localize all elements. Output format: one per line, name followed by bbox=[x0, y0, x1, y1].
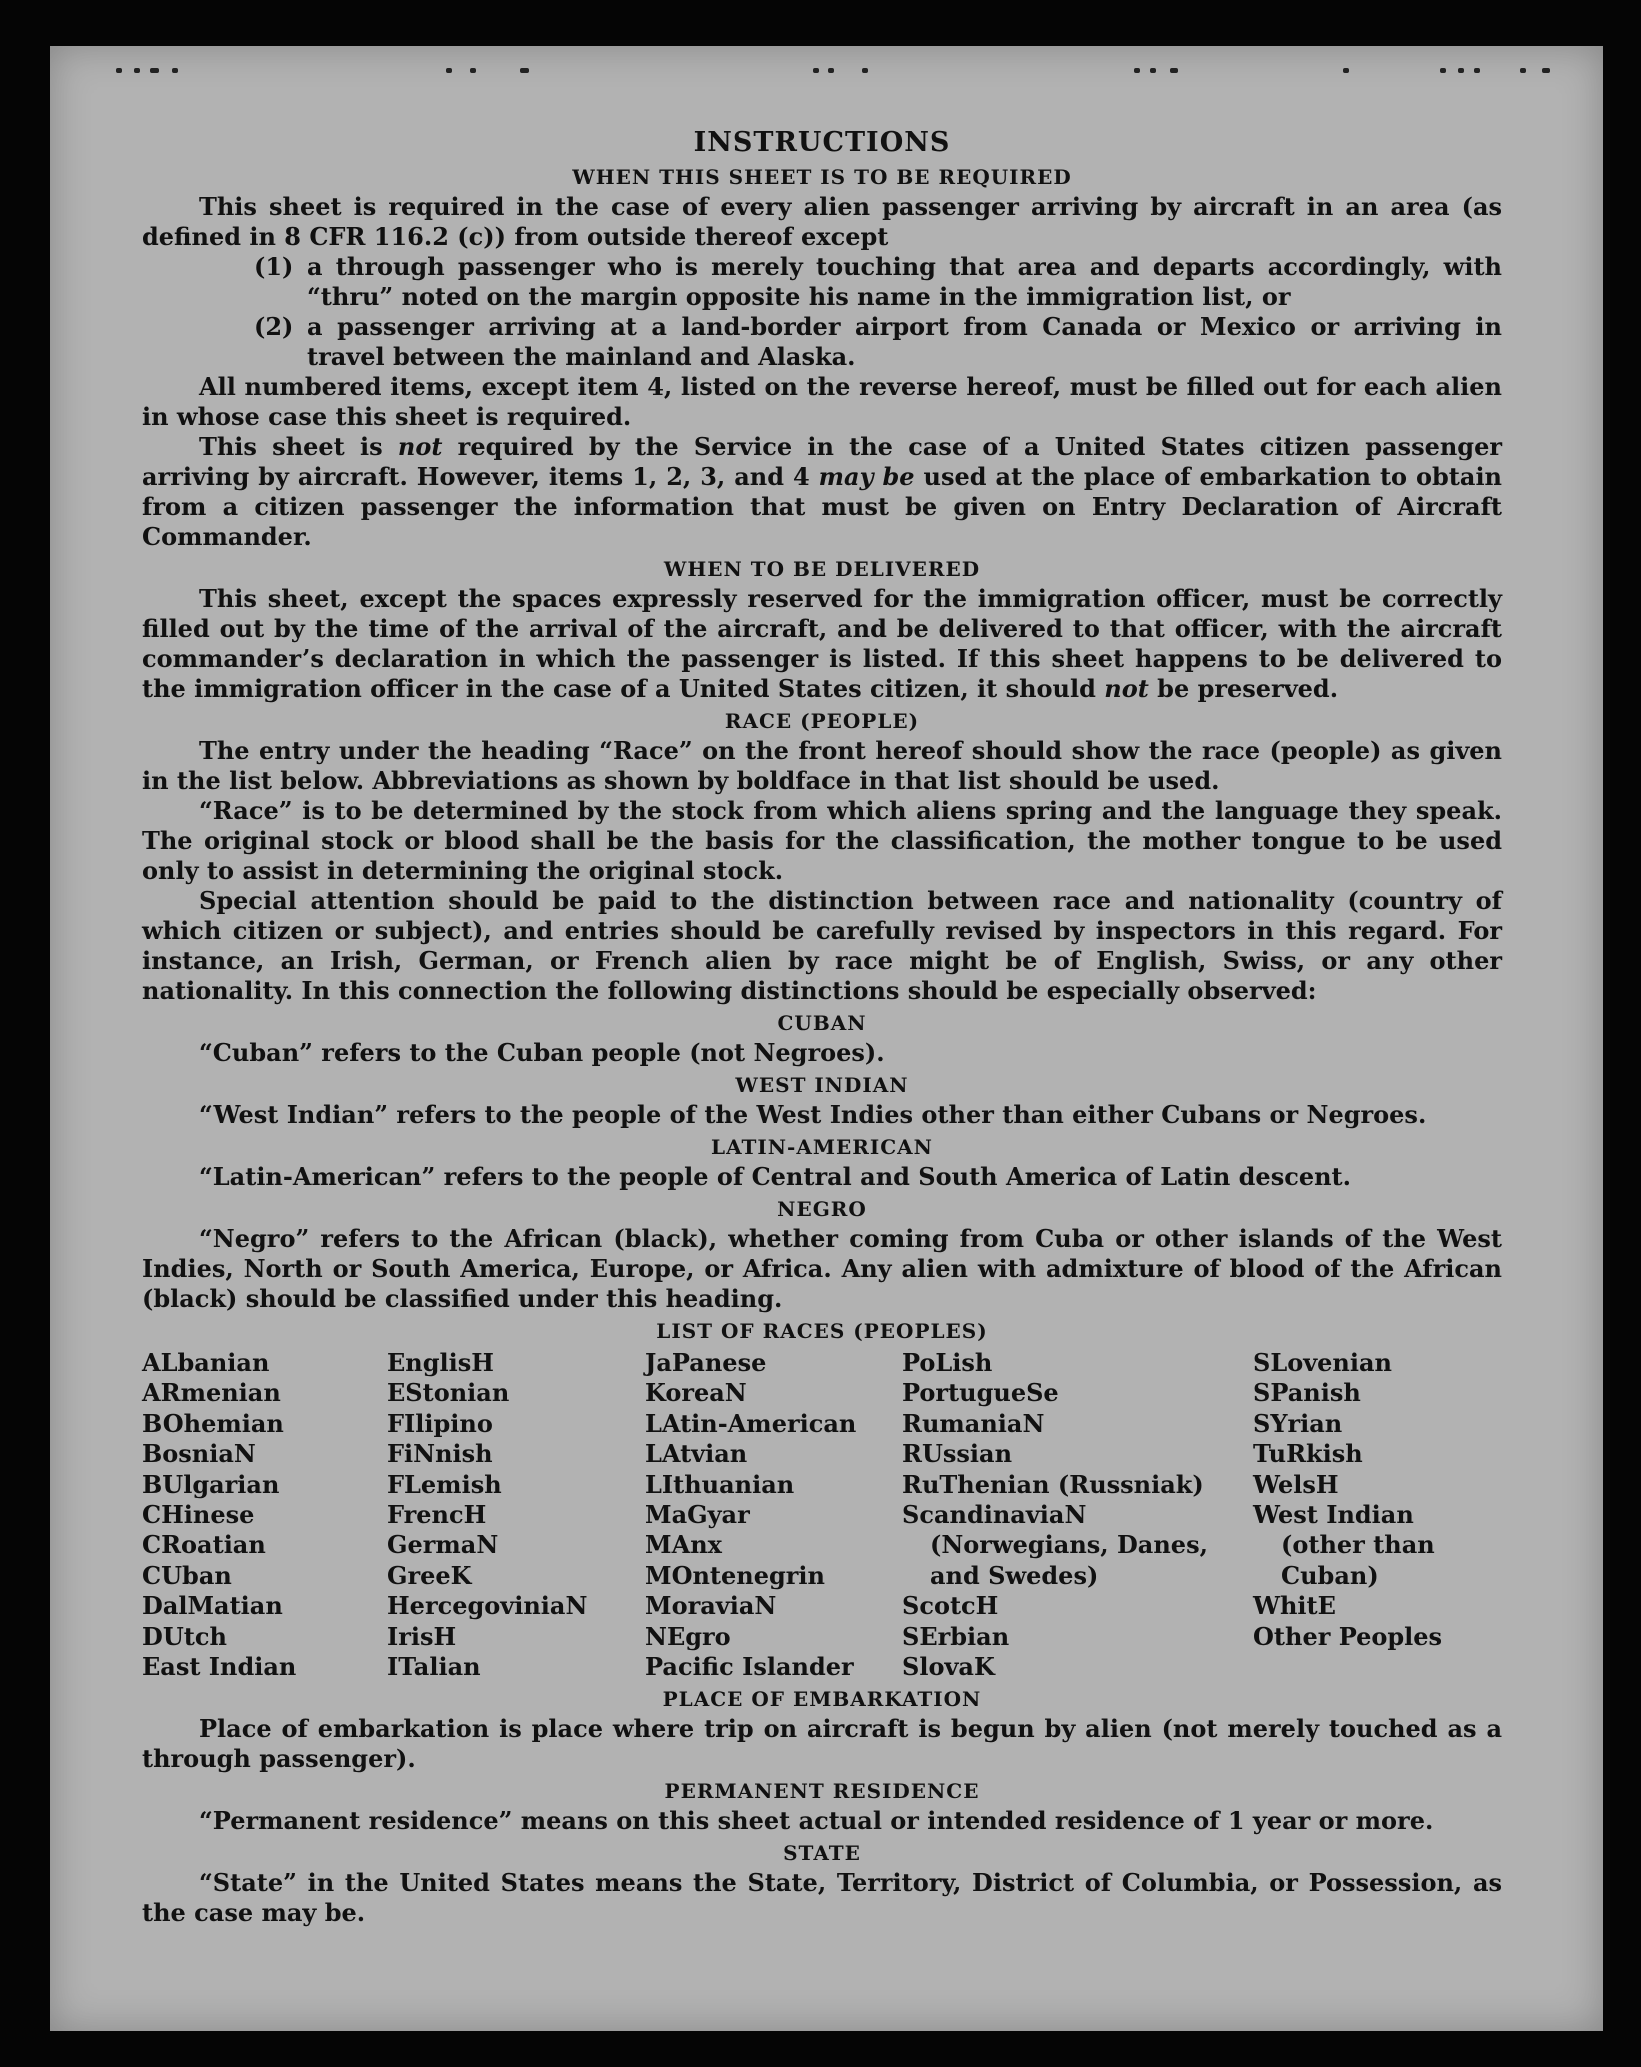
latin-american-paragraph: “Latin-American” refers to the people of Central and South America of Latin descent. bbox=[199, 1162, 1351, 1191]
race-entry: BUlgarian bbox=[142, 1469, 280, 1499]
heading-latin-american: LATIN-AMERICAN bbox=[711, 1135, 933, 1159]
race-entry: West Indian (other than Cuban) bbox=[1253, 1500, 1435, 1590]
race-entry: ScotcH bbox=[902, 1591, 999, 1621]
heading-state: STATE bbox=[783, 1841, 861, 1866]
race-paragraph-1: The entry under the heading “Race” on the front hereof should show the race (people) as given in the list below. Abbreviations as shown by boldface in that list should be used. bbox=[142, 736, 1502, 795]
races-column-3 bbox=[645, 1348, 902, 1682]
race-entry: CRoatian bbox=[142, 1530, 266, 1560]
race-entry: NEgro bbox=[645, 1621, 731, 1651]
race-entry: East Indian bbox=[142, 1652, 297, 1682]
page-title: INSTRUCTIONS bbox=[693, 127, 951, 158]
item-number: (2) bbox=[254, 312, 294, 341]
heading-when-required: WHEN THIS SHEET IS TO BE REQUIRED bbox=[572, 165, 1072, 189]
race-entry: EnglisH bbox=[387, 1348, 494, 1377]
race-entry: RumaniaN bbox=[902, 1408, 1045, 1438]
race-entry: DUtch bbox=[142, 1621, 227, 1651]
races-list bbox=[142, 1348, 1502, 1682]
race-entry: WelsH bbox=[1253, 1469, 1339, 1499]
race-entry: ITalian bbox=[387, 1652, 481, 1682]
numbered-items-paragraph: All numbered items, except item 4, listed on the reverse hereof, must be filled out for each alien in whose case this sheet is required. bbox=[142, 372, 1502, 431]
race-entry: SLovenian bbox=[1253, 1348, 1392, 1377]
race-entry: BosniaN bbox=[142, 1439, 256, 1469]
item-number: (1) bbox=[254, 252, 294, 281]
races-column-5 bbox=[1253, 1348, 1502, 1682]
delivered-paragraph bbox=[142, 584, 1502, 704]
races-column-4 bbox=[902, 1348, 1253, 1682]
punch-marks bbox=[50, 56, 1603, 86]
citizen-paragraph bbox=[142, 432, 1502, 552]
race-entry: SErbian bbox=[902, 1621, 1010, 1651]
embarkation-paragraph: Place of embarkation is place where trip on aircraft is begun by alien (not merely touched as a through passenger). bbox=[142, 1714, 1502, 1774]
race-entry: Pacific Islander bbox=[645, 1652, 854, 1682]
heading-when-delivered: WHEN TO BE DELIVERED bbox=[663, 557, 981, 581]
race-entry: IrisH bbox=[387, 1621, 457, 1651]
text-run: required by the Service in the case of a United States citizen passenger arriving by aircraft. However, items 1, 2, 3, and 4 bbox=[142, 432, 1502, 491]
race-entry: PoLish bbox=[902, 1348, 993, 1377]
race-entry: PortugueSe bbox=[902, 1378, 1059, 1408]
race-paragraph-2: “Race” is to be determined by the stock from which aliens spring and the language they speak. The original stock or blood shall be the basis for the classification, the mother tongue to be used only to assist in determining the original stock. bbox=[142, 796, 1502, 885]
race-entry: FrencH bbox=[387, 1500, 487, 1530]
exception-item-2 bbox=[142, 312, 1502, 372]
race-entry: CHinese bbox=[142, 1500, 255, 1530]
race-entry: GermaN bbox=[387, 1530, 499, 1560]
text-run: This sheet, except the spaces expressly reserved for the immigration officer, must be correctly filled out by the time of the arrival of the aircraft, and be delivered to that officer, with the aircraft commander’s declaration in which the passenger is listed. If this sheet happens to be delivered to the immigration officer in the case of a United States citizen, it should bbox=[142, 584, 1502, 703]
emphasis-not: not bbox=[1104, 674, 1149, 703]
race-entry: GreeK bbox=[387, 1560, 472, 1590]
race-entry: EStonian bbox=[387, 1378, 510, 1408]
text-run: be preserved. bbox=[1148, 674, 1339, 703]
race-entry: ALbanian bbox=[142, 1348, 270, 1377]
race-entry: Other Peoples bbox=[1253, 1621, 1443, 1651]
residence-paragraph: “Permanent residence” means on this sheet actual or intended residence of 1 year or more. bbox=[199, 1806, 1434, 1836]
race-entry: SYrian bbox=[1253, 1408, 1343, 1438]
race-entry: MAnx bbox=[645, 1530, 722, 1560]
west-indian-paragraph: “West Indian” refers to the people of the West Indies other than either Cubans or Negroes. bbox=[199, 1100, 1427, 1129]
text-run: This sheet is bbox=[199, 432, 398, 461]
heading-negro: NEGRO bbox=[777, 1197, 867, 1221]
race-entry: CUban bbox=[142, 1560, 232, 1590]
race-entry: MaGyar bbox=[645, 1500, 750, 1530]
heading-race: RACE (PEOPLE) bbox=[724, 709, 920, 733]
emphasis-may-be: may be bbox=[818, 462, 915, 491]
race-entry: JaPanese bbox=[645, 1348, 767, 1377]
race-entry: ScandinaviaN (Norwegians, Danes, and Swedes) bbox=[902, 1500, 1208, 1590]
item-text: a through passenger who is merely touching that area and departs accordingly, with “thru” noted on the margin opposite his name in the immigration list, or bbox=[307, 252, 1502, 311]
race-entry: FIlipino bbox=[387, 1408, 493, 1438]
race-entry: LAtin-American bbox=[645, 1408, 857, 1438]
required-intro: This sheet is required in the case of every alien passenger arriving by aircraft in an area (as defined in 8 CFR 116.2 (c)) from outside thereof except bbox=[142, 192, 1502, 251]
item-text: a passenger arriving at a land-border airport from Canada or Mexico or arriving in travel between the mainland and Alaska. bbox=[307, 312, 1502, 371]
race-entry: LAtvian bbox=[645, 1439, 748, 1469]
race-entry: MOntenegrin bbox=[645, 1560, 825, 1590]
race-entry: BOhemian bbox=[142, 1408, 284, 1438]
cuban-paragraph: “Cuban” refers to the Cuban people (not Negroes). bbox=[199, 1038, 885, 1067]
heading-permanent-residence: PERMANENT RESIDENCE bbox=[664, 1779, 980, 1804]
race-entry: FLemish bbox=[387, 1469, 502, 1499]
race-paragraph-3: Special attention should be paid to the distinction between race and nationality (country of which citizen or subject), and entries should be carefully revised by inspectors in this regard. For instance, an Irish, German, or French alien by race might be of English, Swiss, or any other nationality. In this connection the following distinctions should be especially observed: bbox=[142, 886, 1502, 1005]
negro-paragraph: “Negro” refers to the African (black), whether coming from Cuba or other islands of the West Indies, North or South America, Europe, or Africa. Any alien with admixture of blood of the African (black) should be classified under this heading. bbox=[142, 1224, 1502, 1313]
document-sheet bbox=[50, 46, 1603, 2031]
race-entry: DalMatian bbox=[142, 1591, 283, 1621]
race-entry: ARmenian bbox=[142, 1378, 281, 1408]
text-run: used at the place of embarkation to obtain from a citizen passenger the information that must be given on Entry Declaration of Aircraft Commander. bbox=[142, 462, 1503, 551]
emphasis-not: not bbox=[397, 432, 443, 461]
race-entry: RuThenian (Russniak) bbox=[902, 1469, 1204, 1499]
heading-place-of-embarkation: PLACE OF EMBARKATION bbox=[662, 1687, 982, 1712]
heading-west-indian: WEST INDIAN bbox=[735, 1073, 909, 1097]
race-entry: RUssian bbox=[902, 1439, 1013, 1469]
exception-item-1 bbox=[142, 252, 1502, 312]
race-entry: HercegoviniaN bbox=[387, 1591, 588, 1621]
instructions-content bbox=[142, 122, 1502, 1928]
heading-cuban: CUBAN bbox=[777, 1011, 867, 1035]
race-entry: SPanish bbox=[1253, 1378, 1361, 1408]
race-entry: FiNnish bbox=[387, 1439, 493, 1469]
race-entry: TuRkish bbox=[1253, 1439, 1363, 1469]
race-entry: LIthuanian bbox=[645, 1469, 795, 1499]
race-entry: KoreaN bbox=[645, 1378, 747, 1408]
heading-list-of-races: LIST OF RACES (PEOPLES) bbox=[656, 1319, 988, 1343]
races-column-1 bbox=[142, 1348, 387, 1682]
state-paragraph: “State” in the United States means the State, Territory, District of Columbia, or Possession, as the case may be. bbox=[142, 1868, 1502, 1928]
race-entry: MoraviaN bbox=[645, 1591, 777, 1621]
race-entry: WhitE bbox=[1253, 1591, 1336, 1621]
races-column-2 bbox=[387, 1348, 645, 1682]
race-entry: SlovaK bbox=[902, 1652, 995, 1682]
